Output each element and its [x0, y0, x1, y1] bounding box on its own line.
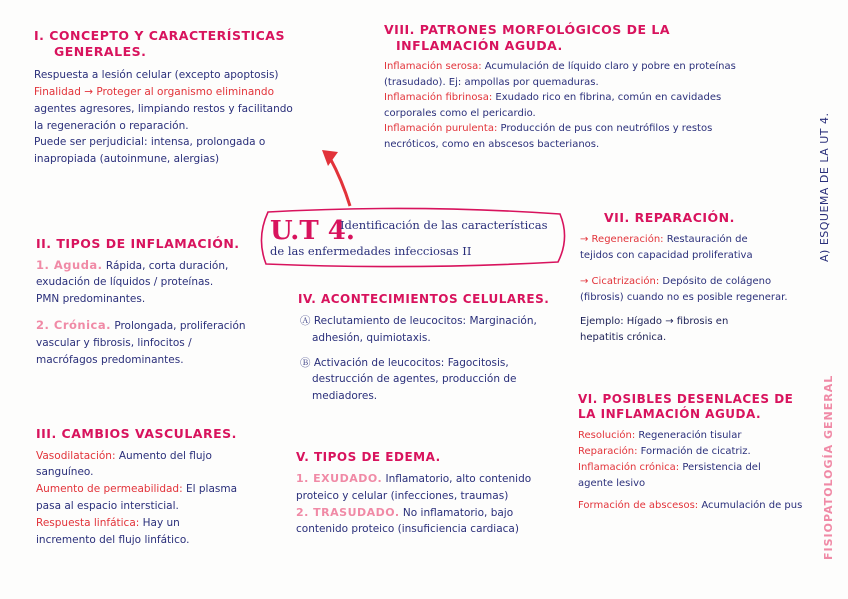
unit-label: U.T 4.: [270, 216, 355, 246]
concept-line: Puede ser perjudicial: intensa, prolongada o: [34, 136, 266, 149]
section-title-cont: GENERALES.: [54, 43, 147, 59]
serosa-line: (trasudado). Ej: ampollas por quemaduras.: [384, 76, 599, 88]
exudado-line: 1. EXUDADO. Inflamatorio, alto contenido: [296, 472, 532, 485]
regeneracion-line: → Regeneración: Restauración de: [580, 233, 748, 245]
center-title-line2: de las enfermedades infecciosas II: [270, 244, 472, 258]
concept-line: inapropiada (autoinmune, alergias): [34, 153, 220, 166]
ejemplo-line: hepatitis crónica.: [580, 331, 667, 343]
section-reparacion: [580, 210, 800, 346]
aguda-line: PMN predominantes.: [36, 293, 146, 306]
center-title-line1: Identificación de las características: [340, 218, 548, 232]
exudado-line: proteico y celular (infecciones, traumas): [296, 489, 509, 502]
section-title: VII. REPARACIÓN.: [604, 210, 735, 225]
desenlace-item: agente lesivo: [578, 478, 646, 489]
section-cambios-vasculares: [36, 426, 286, 548]
linf-line: Respuesta linfática: Hay un: [36, 516, 180, 529]
vaso-line: sanguíneo.: [36, 466, 94, 479]
fibrinosa-line: corporales como el pericardio.: [384, 107, 536, 119]
section-tipos-edema: [296, 450, 566, 538]
side-label-subject: FISIOPATOLOGÍA GENERAL: [822, 374, 835, 560]
fibrinosa-line: Inflamación fibrinosa: Exudado rico en fibrina, común en cavidades: [384, 92, 722, 104]
side-label-scheme: A) ESQUEMA DE LA UT 4.: [818, 112, 831, 262]
desenlace-item: Inflamación crónica: Persistencia del: [578, 462, 761, 473]
section-acontecimientos-celulares: [298, 292, 568, 405]
section-desenlaces: [578, 392, 812, 514]
serosa-line: Inflamación serosa: Acumulación de líquido claro y pobre en proteínas: [384, 61, 736, 73]
section-title: I. CONCEPTO Y CARACTERÍSTICAS: [34, 28, 285, 43]
regeneracion-line: tejidos con capacidad proliferativa: [580, 249, 753, 261]
purulenta-line: Inflamación purulenta: Producción de pus con neutrófilos y restos: [384, 123, 713, 135]
cicatrizacion-line: (fibrosis) cuando no es posible regenerar.: [580, 291, 788, 303]
trasudado-line: contenido proteico (insuficiencia cardiaca): [296, 523, 519, 536]
connector-arrow-icon: [316, 140, 376, 210]
section-title: III. CAMBIOS VASCULARES.: [36, 426, 237, 441]
trasudado-line: 2. TRASUDADO. No inflamatorio, bajo: [296, 505, 514, 519]
section-tipos-inflamacion: [36, 236, 286, 368]
item-a-line: adhesión, quimiotaxis.: [312, 331, 431, 344]
cronica-line: vascular y fibrosis, linfocitos /: [36, 336, 192, 349]
cicatrizacion-line: → Cicatrización: Depósito de colágeno: [580, 275, 772, 287]
aguda-line: 1. Aguda. Rápida, corta duración,: [36, 257, 229, 272]
concept-line: Respuesta a lesión celular (excepto apoptosis): [34, 69, 279, 82]
perm-line: pasa al espacio intersticial.: [36, 500, 179, 513]
item-b-line: mediadores.: [312, 390, 378, 403]
perm-line: Aumento de permeabilidad: El plasma: [36, 483, 238, 496]
cronica-line: macrófagos predominantes.: [36, 353, 184, 366]
section-title-cont: LA INFLAMACIÓN AGUDA.: [578, 407, 762, 421]
concept-line: Finalidad → Proteger al organismo eliminando: [34, 86, 275, 99]
center-title-box: [254, 206, 572, 270]
aguda-line: exudación de líquidos / proteínas.: [36, 276, 214, 289]
item-a-line: Ⓐ Reclutamiento de leucocitos: Marginación,: [300, 315, 537, 327]
section-title: V. TIPOS DE EDEMA.: [296, 450, 441, 464]
item-b-line: destrucción de agentes, producción de: [312, 373, 517, 386]
concept-line: la regeneración o reparación.: [34, 119, 189, 132]
desenlace-item: Reparación: Formación de cicatriz.: [578, 446, 751, 457]
ejemplo-line: Ejemplo: Hígado → fibrosis en: [580, 315, 729, 327]
desenlace-item: Resolución: Regeneración tisular: [578, 430, 742, 441]
section-title-cont: INFLAMACIÓN AGUDA.: [396, 37, 563, 53]
purulenta-line: necróticos, como en abscesos bacterianos.: [384, 138, 600, 150]
cronica-line: 2. Crónica. Prolongada, proliferación: [36, 318, 246, 333]
concept-line: agentes agresores, limpiando restos y facilitando: [34, 102, 293, 115]
section-title: VIII. PATRONES MORFOLÓGICOS DE LA: [384, 22, 671, 37]
section-title: II. TIPOS DE INFLAMACIÓN.: [36, 236, 240, 251]
section-patrones-morfologicos: [384, 22, 804, 152]
desenlace-item: Formación de abscesos: Acumulación de pus: [578, 500, 803, 511]
section-concepto: [34, 28, 314, 168]
section-title: IV. ACONTECIMIENTOS CELULARES.: [298, 292, 550, 306]
vaso-line: Vasodilatación: Aumento del flujo: [36, 449, 212, 462]
item-b-line: Ⓑ Activación de leucocitos: Fagocitosis,: [300, 356, 509, 369]
linf-line: incremento del flujo linfático.: [36, 533, 190, 546]
section-title: VI. POSIBLES DESENLACES DE: [578, 392, 794, 406]
